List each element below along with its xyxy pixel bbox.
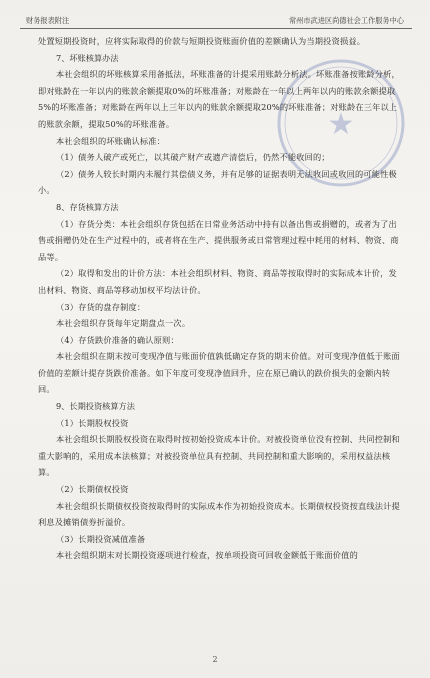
paragraph: 本社会组织的坏账确认标准： [56, 135, 166, 146]
subsection-heading: （3）长期投资减值准备 [56, 533, 146, 544]
list-item: （2）债务人较长时期内未履行其偿债义务，并有足够的证据表明无法收回或收回的可能性极小。 [38, 168, 397, 196]
list-item: （3）存货的盘存制度： [56, 301, 146, 312]
list-item: （4）存货跌价准备的确认原则： [56, 334, 179, 345]
paragraph: 本社会组织在期末按可变现净值与账面价值孰低确定存货的期末价值。对可变现净值低于账面价值的差额计提存货跌价准备。如下年度可变现净值回升，应在原已确认的跌价损失的金额内转回。 [38, 351, 400, 395]
subsection-heading: （2）长期债权投资 [56, 484, 129, 495]
section-heading: 7、坏账核算办法 [56, 52, 119, 63]
page-number: 2 [212, 655, 218, 664]
header-title-left: 财务报表附注 [26, 16, 70, 25]
list-item: （1）存货分类：本社会组织存货包括在日常业务活动中持有以备出售或捐赠的，或者为了出售或捐赠仍处在生产过程中的，或者将在生产、提供服务或日常管理过程中耗用的材料、物资、商品等。 [38, 218, 399, 262]
page-header [20, 14, 412, 29]
paragraph: 本社会组织长期债权投资按取得时的实际成本作为初始投资成本。长期债权投资按直线法计提利息及摊销债券折溢价。 [38, 500, 400, 528]
list-item: （1）债务人破产或死亡，以其破产财产或遗产清偿后，仍然不能收回的； [56, 152, 330, 163]
list-item: （2）取得和发出的计价方法：本社会组织材料、物资、商品等按取得时的实际成本计价，发出材料、物资、商品等移动加权平均法计价。 [38, 268, 397, 295]
paragraph: 本社会组织期末对长期投资逐项进行检查，按单项投资可回收金额低于账面价值的 [56, 550, 358, 561]
section-heading: 8、存货核算方法 [56, 201, 119, 212]
header-title-right: 常州市武进区尚德社会工作服务中心 [288, 16, 404, 25]
paragraph: 本社会组织的坏账核算采用备抵法，坏账准备的计提采用账龄分析法。坏账准备按账龄分析，即对账龄在一年以内的账款余额提取0%的坏账准备；对账龄在一年以上两年以内的账款余额提取5%的坏账准备；对账龄在两年以上三年以内的账款余额提取20%的坏账准备；对账龄在三年以上的账款余额，提取50%的坏账准备。 [38, 69, 400, 129]
paragraph: 本社会组织存货每年定期盘点一次。 [56, 318, 191, 329]
subsection-heading: （1）长期股权投资 [56, 417, 129, 428]
document-body [38, 33, 400, 564]
svg-text:★: ★ [327, 107, 355, 142]
section-heading: 9、长期投资核算方法 [56, 401, 135, 412]
paragraph: 处置短期投资时，应将实际取得的价款与短期投资账面价值的差额确认为当期投资损益。 [38, 36, 366, 46]
paragraph: 本社会组织长期股权投资在取得时按初始投资成本计价。对被投资单位没有控制、共同控制和重大影响的，采用成本法核算；对被投资单位具有控制、共同控制和重大影响的，采用权益法核算。 [38, 434, 400, 478]
